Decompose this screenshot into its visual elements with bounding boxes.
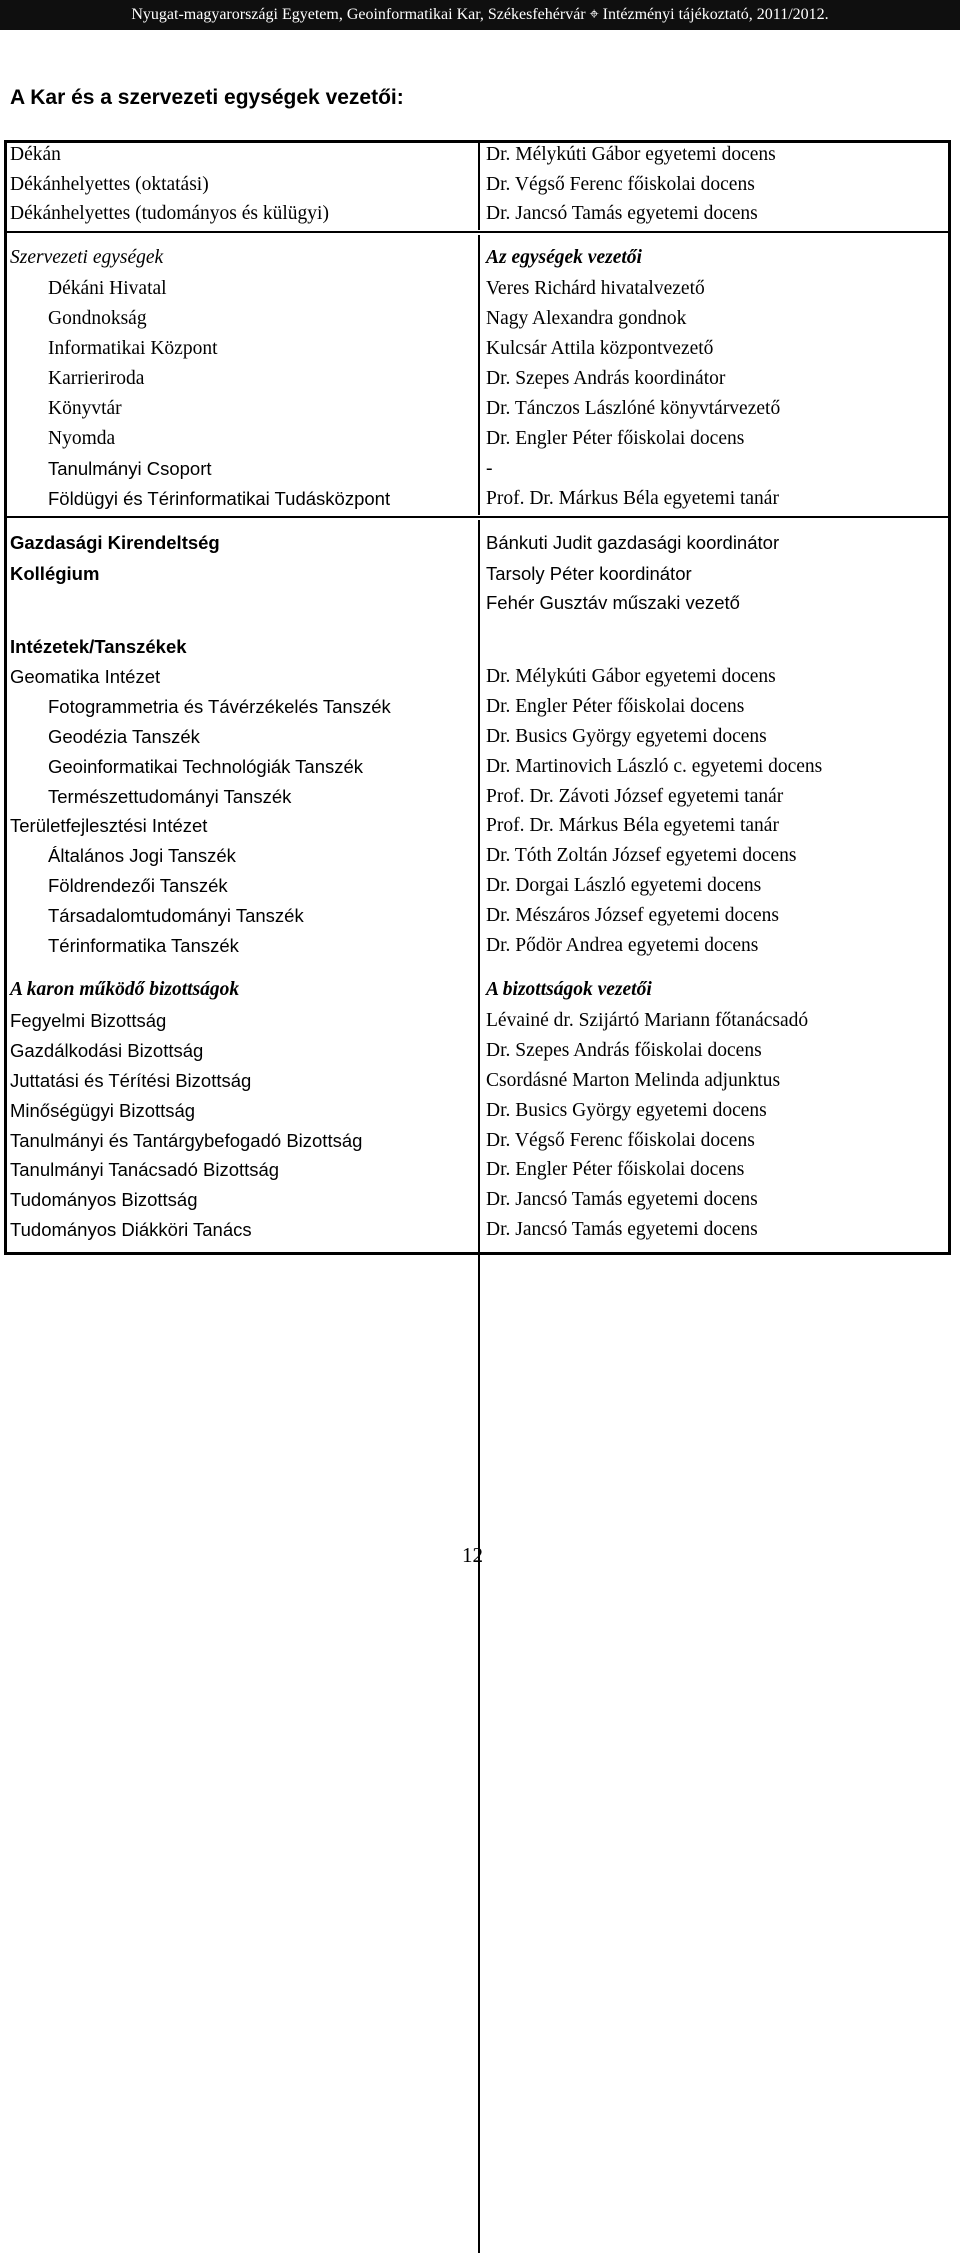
department-leader: Dr. Pődör Andrea egyetemi docens [486, 935, 759, 956]
column-divider [478, 520, 480, 2253]
institutes-heading: Intézetek/Tanszékek [10, 636, 187, 657]
committee-leader: Csordásné Marton Melinda adjunktus [486, 1070, 781, 1091]
column-divider [478, 142, 480, 230]
other-unit-leader: Bánkuti Judit gazdasági koordinátor [486, 532, 780, 553]
department-name: Társadalomtudományi Tanszék [48, 905, 304, 926]
leadership-role: Dékánhelyettes (oktatási) [10, 174, 209, 195]
leadership-role: Dékán [10, 144, 61, 165]
unit-leader: Dr. Tánczos Lászlóné könyvtárvezető [486, 398, 781, 419]
department-leader: Dr. Busics György egyetemi docens [486, 726, 767, 747]
unit-leader: Prof. Dr. Márkus Béla egyetemi tanár [486, 488, 779, 509]
committee-name: Juttatási és Térítési Bizottság [10, 1070, 252, 1091]
department-name: Geoinformatikai Technológiák Tanszék [48, 756, 364, 777]
department-name: Fotogrammetria és Távérzékelés Tanszék [48, 696, 391, 717]
unit-leader: Nagy Alexandra gondnok [486, 308, 687, 329]
department-leader: Dr. Mészáros József egyetemi docens [486, 905, 779, 926]
leadership-name: Dr. Végső Ferenc főiskolai docens [486, 174, 755, 195]
unit-name: Nyomda [48, 428, 116, 449]
column-divider [478, 235, 480, 515]
unit-leader: Kulcsár Attila központvezető [486, 338, 714, 359]
units-heading: Szervezeti egységek [10, 247, 164, 268]
committee-name: Fegyelmi Bizottság [10, 1010, 167, 1031]
department-name: Általános Jogi Tanszék [48, 845, 236, 866]
institute-leader: Dr. Mélykúti Gábor egyetemi docens [486, 666, 776, 687]
row-divider [4, 516, 951, 518]
other-unit-leader: Tarsoly Péter koordinátor [486, 563, 692, 584]
row-divider [4, 231, 951, 233]
committee-name: Tudományos Bizottság [10, 1189, 198, 1210]
unit-name: Karrieriroda [48, 368, 145, 389]
committee-leader: Lévainé dr. Szijártó Mariann főtanácsadó [486, 1010, 809, 1031]
committee-leader: Dr. Jancsó Tamás egyetemi docens [486, 1219, 758, 1240]
committee-name: Gazdálkodási Bizottság [10, 1040, 204, 1061]
unit-name: Dékáni Hivatal [48, 278, 167, 299]
unit-name: Informatikai Központ [48, 338, 218, 359]
unit-leader: Veres Richárd hivatalvezető [486, 278, 705, 299]
institute-name: Geomatika Intézet [10, 666, 161, 687]
department-leader: Dr. Martinovich László c. egyetemi docens [486, 756, 823, 777]
department-name: Földrendezői Tanszék [48, 875, 228, 896]
department-name: Geodézia Tanszék [48, 726, 200, 747]
units-leaders-heading: Az egységek vezetői [486, 247, 642, 268]
unit-name: Gondnokság [48, 308, 147, 329]
department-leader: Prof. Dr. Závoti József egyetemi tanár [486, 786, 784, 807]
department-name: Természettudományi Tanszék [48, 786, 292, 807]
section-title: A Kar és a szervezeti egységek vezetői: [10, 86, 404, 109]
other-unit-name: Kollégium [10, 563, 100, 584]
department-leader: Dr. Engler Péter főiskolai docens [486, 696, 745, 717]
page-number: 12 [462, 1543, 483, 1567]
committee-name: Minőségügyi Bizottság [10, 1100, 196, 1121]
leadership-name: Dr. Jancsó Tamás egyetemi docens [486, 203, 758, 224]
unit-leader: - [486, 458, 493, 479]
unit-name: Tanulmányi Csoport [48, 458, 212, 479]
department-leader: Dr. Dorgai László egyetemi docens [486, 875, 762, 896]
committee-leader: Dr. Engler Péter főiskolai docens [486, 1159, 745, 1180]
committee-leaders-heading: A bizottságok vezetői [486, 979, 652, 1000]
committee-leader: Dr. Jancsó Tamás egyetemi docens [486, 1189, 758, 1210]
leadership-role: Dékánhelyettes (tudományos és külügyi) [10, 203, 329, 224]
committees-heading: A karon működő bizottságok [10, 979, 240, 1000]
committee-leader: Dr. Szepes András főiskolai docens [486, 1040, 762, 1061]
unit-leader: Dr. Szepes András koordinátor [486, 368, 726, 389]
committee-name: Tanulmányi és Tantárgybefogadó Bizottság [10, 1130, 363, 1151]
page-header [0, 0, 960, 30]
leadership-name: Dr. Mélykúti Gábor egyetemi docens [486, 144, 776, 165]
department-leader: Dr. Tóth Zoltán József egyetemi docens [486, 845, 797, 866]
institute-name: Területfejlesztési Intézet [10, 815, 208, 836]
committee-name: Tudományos Diákköri Tanács [10, 1219, 252, 1240]
header-text: Nyugat-magyarországi Egyetem, Geoinformatikai Kar, Székesfehérvár ⌖ Intézményi tájékoztató, 2011/2012. [131, 6, 829, 23]
other-unit-name: Gazdasági Kirendeltség [10, 532, 220, 553]
other-unit-leader: Fehér Gusztáv műszaki vezető [486, 592, 740, 613]
unit-name: Földügyi és Térinformatikai Tudásközpont [48, 488, 391, 509]
unit-leader: Dr. Engler Péter főiskolai docens [486, 428, 745, 449]
committee-leader: Dr. Végső Ferenc főiskolai docens [486, 1130, 755, 1151]
department-name: Térinformatika Tanszék [48, 935, 239, 956]
unit-name: Könyvtár [48, 398, 122, 419]
committee-leader: Dr. Busics György egyetemi docens [486, 1100, 767, 1121]
institute-leader: Prof. Dr. Márkus Béla egyetemi tanár [486, 815, 779, 836]
committee-name: Tanulmányi Tanácsadó Bizottság [10, 1159, 280, 1180]
